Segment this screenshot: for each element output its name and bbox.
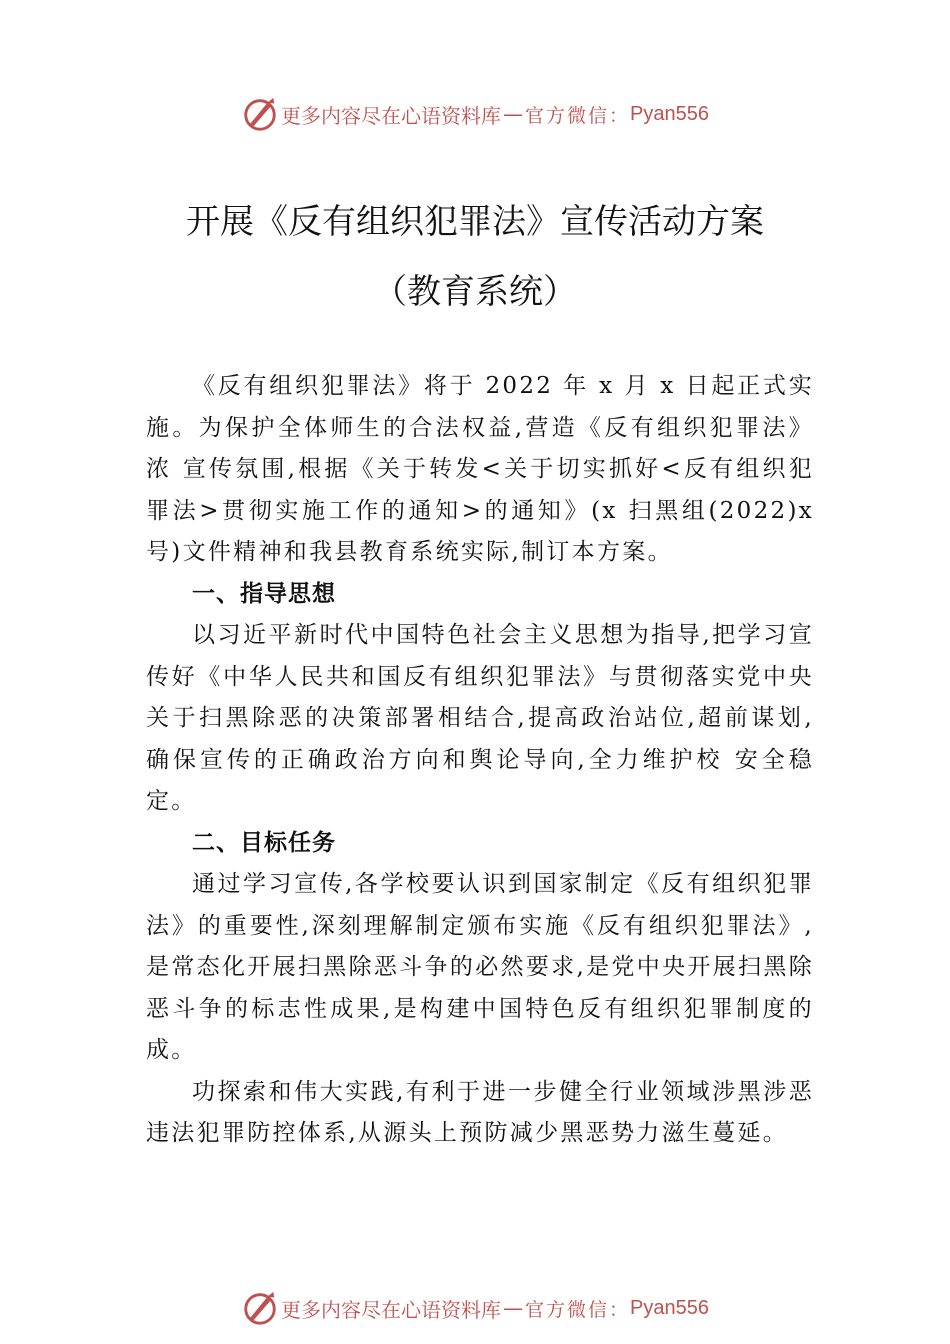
- header-watermark-banner: [0, 92, 950, 136]
- quill-logo-icon: [241, 95, 279, 133]
- banner-text: 更多内容尽在心语资料库: [281, 1297, 501, 1322]
- footer-watermark-banner: [0, 1286, 950, 1330]
- document-subtitle: （教育系统）: [373, 272, 577, 312]
- section-paragraph: 功探索和伟大实践,有利于进一步健全行业领域涉黑涉恶违法犯罪防控体系,从源头上预防减少黑恶势力滋生蔓延。: [146, 1078, 814, 1146]
- section-paragraph: 以习近平新时代中国特色社会主义思想为指导,把学习宣传好《中华人民共和国反有组织犯罪法》与贯彻落实党中央关于扫黑除恶的决策部署相结合,提高政治站位,超前谋划, 确保宣传的正确政治方向和舆论导向,全力维护校 安全稳定。: [146, 622, 814, 814]
- banner-wechat-id: Pyan556: [630, 102, 709, 125]
- banner-separator: —: [503, 1296, 523, 1320]
- quill-logo-icon: [241, 1289, 279, 1327]
- section-heading-guiding-thought: 一、指导思想: [192, 580, 336, 607]
- section-paragraph: 通过学习宣传,各学校要认识到国家制定《反有组织犯罪法》的重要性,深刻理解制定颁布实施《反有组织犯罪法》,是常态化开展扫黑除恶斗争的必然要求,是党中央开展扫黑除恶斗争的标志性成果,是构建中国特色反有组织犯罪制度的成。: [146, 871, 814, 1063]
- document-body: [146, 366, 814, 1155]
- banner-wechat-label: 官方微信：: [525, 1298, 631, 1321]
- document-title: 开展《反有组织犯罪法》宣传活动方案: [186, 202, 764, 242]
- banner-wechat-id: Pyan556: [630, 1296, 709, 1319]
- intro-paragraph: 《反有组织犯罪法》将于 2022 年 x 月 x 日起正式实施。为保护全体师生的合法权益,营造《反有组织犯罪法》浓 宣传氛围,根据《关于转发<关于切实抓好<反有组织犯罪法>贯彻实施工作的通知>的通知》(x 扫黑组(2022)x 号)文件精神和我县教育系统实际,制订本方案。: [146, 373, 814, 565]
- section-heading-goals: 二、目标任务: [192, 829, 336, 856]
- banner-separator: —: [503, 102, 523, 126]
- banner-text: 更多内容尽在心语资料库: [281, 103, 501, 128]
- banner-wechat-label: 官方微信：: [525, 104, 631, 127]
